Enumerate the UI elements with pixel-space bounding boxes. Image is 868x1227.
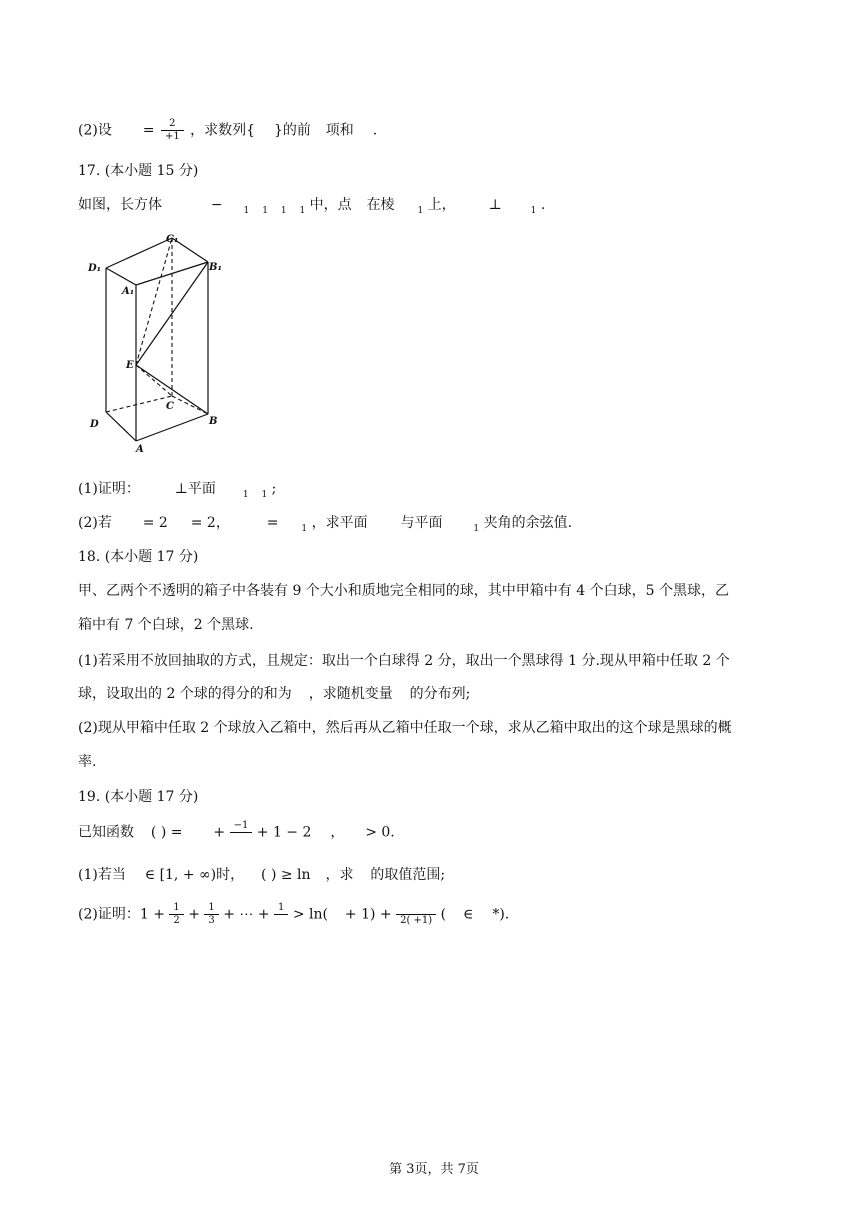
subscript: 1 <box>473 524 480 534</box>
label-C1: C₁ <box>166 234 179 245</box>
label-B1: B₁ <box>209 262 222 273</box>
text: ，求随机变量 <box>308 686 393 702</box>
text: ( ) ≥ ln <box>261 867 311 883</box>
subscript: 1 <box>243 206 250 216</box>
text: 如图，长方体 <box>78 197 162 213</box>
text: > 0. <box>365 824 395 841</box>
label-A: A <box>136 444 144 455</box>
text: ; <box>271 481 277 497</box>
text: ，求数列{ <box>190 122 256 139</box>
q18-stem-line2: 箱中有 7 个白球，2 个黑球. <box>78 617 254 633</box>
text: + <box>188 906 200 923</box>
fraction-numerator: 2 <box>161 118 184 131</box>
q19-stem <box>78 820 395 845</box>
subscript: 1 <box>280 206 287 216</box>
subscript: 1 <box>530 206 537 216</box>
text: = 2 <box>142 515 168 531</box>
fraction <box>169 902 183 927</box>
text: (2)设 <box>78 122 112 139</box>
text: 已知函数 <box>78 824 134 841</box>
subscript: 1 <box>261 490 268 500</box>
fraction <box>204 902 218 927</box>
text: ，求 <box>325 867 354 883</box>
cuboid-figure <box>86 228 236 458</box>
text: 的分布列; <box>409 686 471 702</box>
q17-stem <box>78 194 545 214</box>
label-C: C <box>166 401 174 412</box>
text: (1)若当 <box>78 867 126 883</box>
label-B: B <box>209 416 218 427</box>
text: ∈ [1, + ∞)时， <box>144 867 245 883</box>
fraction-numerator: 1 <box>169 902 183 915</box>
q18-part1-line1: (1)若采用不放回抽取的方式，且规定：取出一个白球得 2 分，取出一个黑球得 1 分.现从甲箱中任取 2 个 <box>78 653 730 669</box>
q18-stem-line1: 甲、乙两个不透明的箱子中各装有 9 个大小和质地完全相同的球，其中甲箱中有 4 个白球，5 个黑球，乙 <box>78 583 729 599</box>
fraction-denominator: +1 <box>164 131 180 142</box>
text: 夹角的余弦值. <box>483 515 573 531</box>
text: > ln( <box>292 906 329 923</box>
q19-part2 <box>78 902 509 927</box>
q16-part2 <box>78 118 377 143</box>
fraction-numerator: 1 <box>204 902 218 915</box>
fraction-denominator <box>230 833 253 845</box>
text: 在棱 <box>366 197 395 213</box>
subscript: 1 <box>242 490 249 500</box>
q17-part1 <box>78 478 276 498</box>
text: + 1) + <box>344 906 392 923</box>
text: ， <box>330 824 345 841</box>
fraction <box>274 902 288 927</box>
fraction-denominator: 3 <box>208 915 215 926</box>
text: 中，点 <box>309 197 352 213</box>
text: + ⋯ + <box>223 906 270 923</box>
fraction <box>161 118 184 143</box>
fraction <box>396 902 436 927</box>
label-D: D <box>90 419 99 430</box>
text: 上， <box>427 197 456 213</box>
q18-part2-line2: 率. <box>78 754 97 770</box>
q19-title: 19. (本小题 17 分) <box>78 789 199 805</box>
fraction-denominator <box>274 915 288 927</box>
text: 项和 <box>325 122 354 139</box>
text: ∈ <box>463 906 474 923</box>
page-footer: 第 3页，共 7页 <box>389 1162 479 1177</box>
q18-part1-line2 <box>78 683 470 703</box>
text: + <box>213 824 226 841</box>
subscript: 1 <box>299 206 306 216</box>
q17-title: 17. (本小题 15 分) <box>78 163 199 179</box>
text: ( ) = <box>150 824 183 841</box>
text: . <box>540 197 546 213</box>
text: }的前 <box>273 122 311 139</box>
text: 的取值范围; <box>370 867 446 883</box>
q18-title: 18. (本小题 17 分) <box>78 549 199 565</box>
text: (2)证明：1 + <box>78 906 165 923</box>
text: = 2， <box>190 515 230 531</box>
q17-part2 <box>78 512 572 532</box>
fraction <box>230 820 253 845</box>
label-E: E <box>126 360 134 371</box>
text: 与平面 <box>400 515 443 531</box>
subscript: 1 <box>301 524 308 534</box>
text: = <box>266 515 279 531</box>
text: + 1 − 2 <box>256 824 312 841</box>
text: ，求平面 <box>311 515 368 531</box>
text: . <box>372 122 378 139</box>
label-D1: D₁ <box>88 263 102 274</box>
text: ( <box>440 906 447 923</box>
q18-part2-line1: (2)现从甲箱中任取 2 个球放入乙箱中，然后再从乙箱中任取一个球，求从乙箱中取出的这个球是黑球的概 <box>78 720 732 736</box>
text: (2)若 <box>78 515 112 531</box>
text: ⊥平面 <box>174 481 216 497</box>
text: ⊥ <box>488 197 502 213</box>
fraction-numerator <box>396 902 436 915</box>
text: = <box>142 122 155 139</box>
subscript: 1 <box>262 206 268 216</box>
fraction-denominator: 2 <box>173 915 180 926</box>
fraction-denominator: 2( +1) <box>400 915 433 926</box>
label-A1: A₁ <box>122 286 135 297</box>
subscript: 1 <box>417 206 424 216</box>
q19-part1 <box>78 864 445 884</box>
text: − <box>210 197 223 213</box>
fraction-numerator: −1 <box>230 820 253 833</box>
fraction-numerator: 1 <box>274 902 288 915</box>
text: 球，设取出的 2 个球的得分的和为 <box>78 686 292 702</box>
text: *). <box>492 906 510 923</box>
text: (1)证明： <box>78 481 140 497</box>
